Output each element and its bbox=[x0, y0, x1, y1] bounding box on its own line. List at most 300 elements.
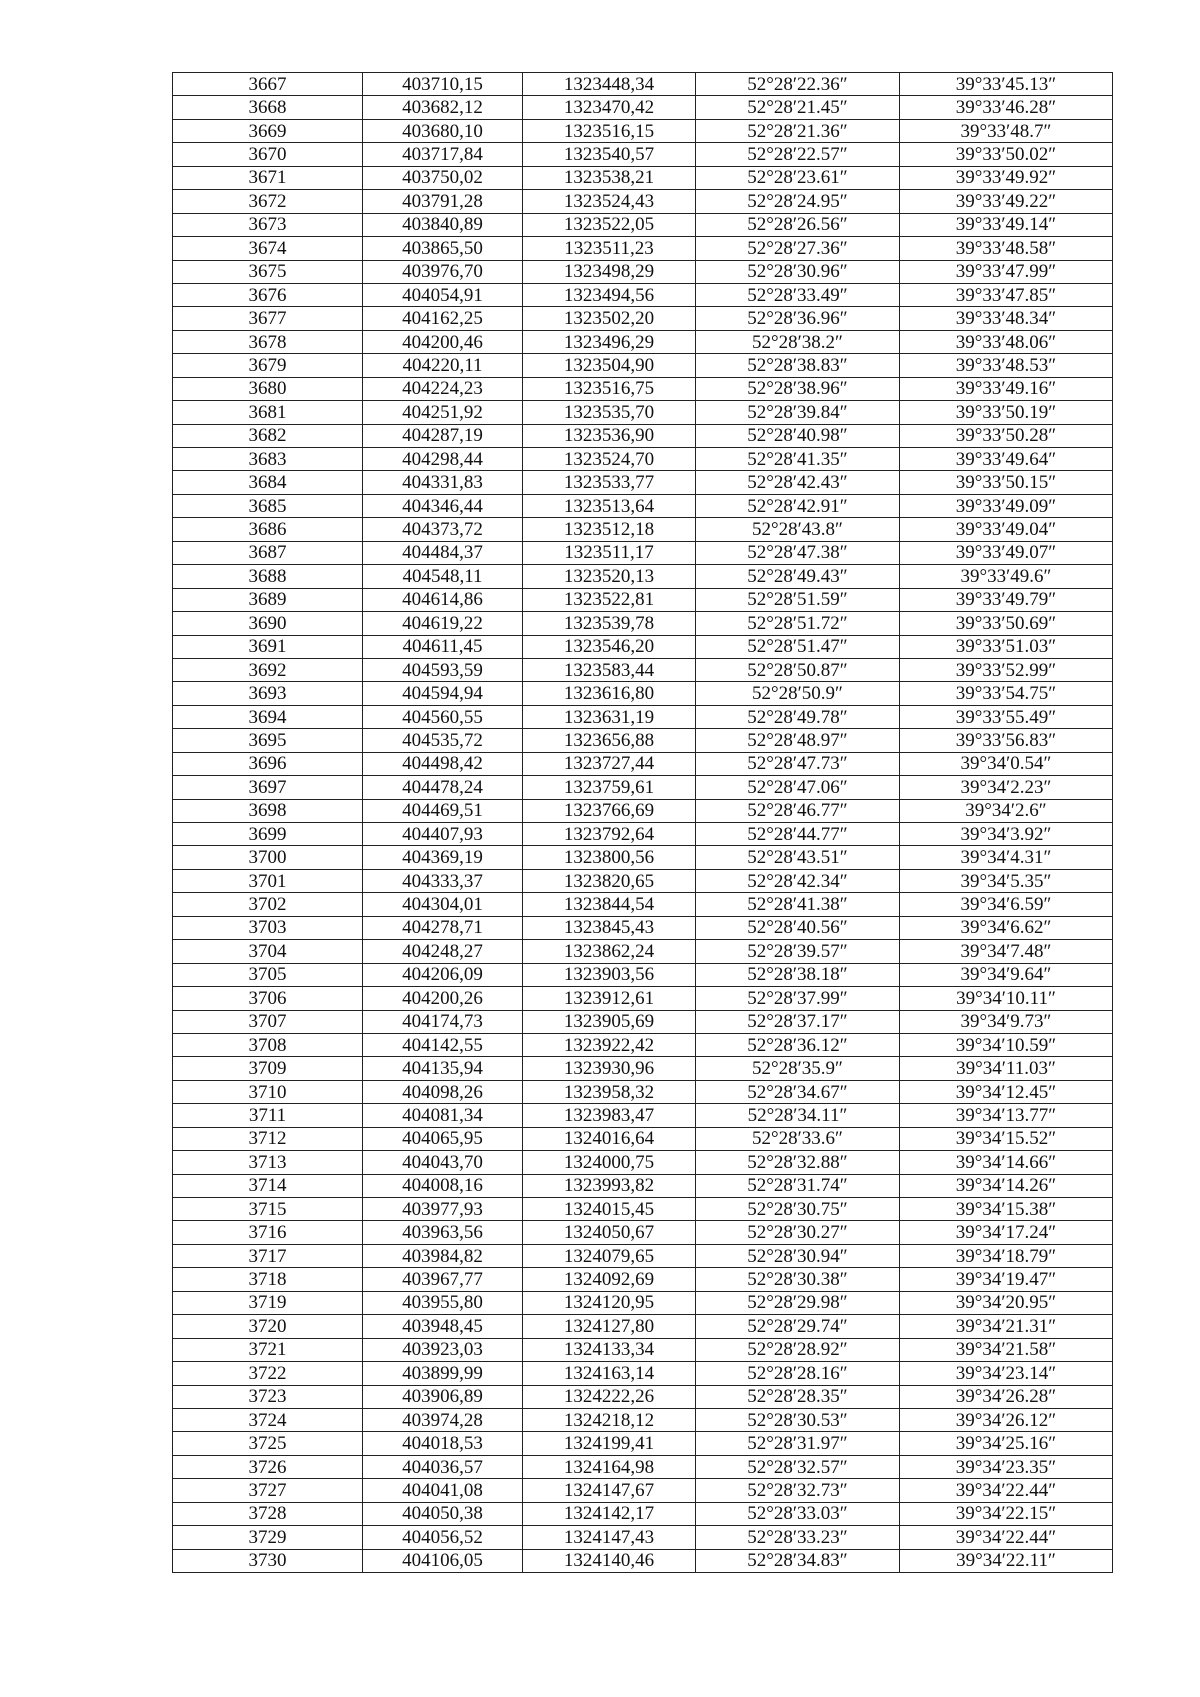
longitude-cell: 39°34′12.45″ bbox=[900, 1080, 1113, 1103]
y-coordinate-cell: 1323656,88 bbox=[523, 729, 696, 752]
table-row bbox=[173, 823, 1113, 846]
longitude-cell: 39°33′47.99″ bbox=[900, 260, 1113, 283]
point-number-cell: 3680 bbox=[173, 377, 363, 400]
point-number-cell: 3690 bbox=[173, 612, 363, 635]
x-coordinate-cell: 403682,12 bbox=[363, 96, 523, 119]
point-number-cell: 3684 bbox=[173, 471, 363, 494]
y-coordinate-cell: 1323759,61 bbox=[523, 776, 696, 799]
x-coordinate-cell: 404287,19 bbox=[363, 424, 523, 447]
table-row bbox=[173, 846, 1113, 869]
longitude-cell: 39°33′48.06″ bbox=[900, 330, 1113, 353]
x-coordinate-cell: 404373,72 bbox=[363, 518, 523, 541]
table-row bbox=[173, 1057, 1113, 1080]
point-number-cell: 3702 bbox=[173, 893, 363, 916]
table-row bbox=[173, 1432, 1113, 1455]
x-coordinate-cell: 404036,57 bbox=[363, 1455, 523, 1478]
y-coordinate-cell: 1323496,29 bbox=[523, 330, 696, 353]
longitude-cell: 39°34′26.28″ bbox=[900, 1385, 1113, 1408]
longitude-cell: 39°34′22.15″ bbox=[900, 1502, 1113, 1525]
point-number-cell: 3721 bbox=[173, 1338, 363, 1361]
x-coordinate-cell: 404560,55 bbox=[363, 705, 523, 728]
latitude-cell: 52°28′32.88″ bbox=[696, 1151, 900, 1174]
point-number-cell: 3672 bbox=[173, 190, 363, 213]
longitude-cell: 39°33′54.75″ bbox=[900, 682, 1113, 705]
table-row bbox=[173, 1455, 1113, 1478]
table-row bbox=[173, 1385, 1113, 1408]
y-coordinate-cell: 1323536,90 bbox=[523, 424, 696, 447]
longitude-cell: 39°34′23.35″ bbox=[900, 1455, 1113, 1478]
longitude-cell: 39°34′2.6″ bbox=[900, 799, 1113, 822]
point-number-cell: 3726 bbox=[173, 1455, 363, 1478]
latitude-cell: 52°28′26.56″ bbox=[696, 213, 900, 236]
x-coordinate-cell: 404041,08 bbox=[363, 1479, 523, 1502]
table-row bbox=[173, 588, 1113, 611]
x-coordinate-cell: 403977,93 bbox=[363, 1198, 523, 1221]
point-number-cell: 3719 bbox=[173, 1291, 363, 1314]
latitude-cell: 52°28′32.73″ bbox=[696, 1479, 900, 1502]
table-row bbox=[173, 1221, 1113, 1244]
point-number-cell: 3681 bbox=[173, 401, 363, 424]
latitude-cell: 52°28′33.23″ bbox=[696, 1526, 900, 1549]
table-row bbox=[173, 1080, 1113, 1103]
point-number-cell: 3727 bbox=[173, 1479, 363, 1502]
longitude-cell: 39°33′49.09″ bbox=[900, 494, 1113, 517]
point-number-cell: 3698 bbox=[173, 799, 363, 822]
latitude-cell: 52°28′47.38″ bbox=[696, 541, 900, 564]
longitude-cell: 39°33′49.92″ bbox=[900, 166, 1113, 189]
table-row bbox=[173, 1244, 1113, 1267]
point-number-cell: 3699 bbox=[173, 823, 363, 846]
longitude-cell: 39°33′52.99″ bbox=[900, 658, 1113, 681]
point-number-cell: 3675 bbox=[173, 260, 363, 283]
table-row bbox=[173, 1526, 1113, 1549]
x-coordinate-cell: 404174,73 bbox=[363, 1010, 523, 1033]
latitude-cell: 52°28′50.9″ bbox=[696, 682, 900, 705]
y-coordinate-cell: 1323502,20 bbox=[523, 307, 696, 330]
x-coordinate-cell: 404106,05 bbox=[363, 1549, 523, 1572]
latitude-cell: 52°28′37.99″ bbox=[696, 987, 900, 1010]
point-number-cell: 3725 bbox=[173, 1432, 363, 1455]
y-coordinate-cell: 1324164,98 bbox=[523, 1455, 696, 1478]
table-row bbox=[173, 518, 1113, 541]
table-row bbox=[173, 1151, 1113, 1174]
x-coordinate-cell: 404333,37 bbox=[363, 869, 523, 892]
longitude-cell: 39°34′4.31″ bbox=[900, 846, 1113, 869]
x-coordinate-cell: 404018,53 bbox=[363, 1432, 523, 1455]
point-number-cell: 3695 bbox=[173, 729, 363, 752]
latitude-cell: 52°28′28.92″ bbox=[696, 1338, 900, 1361]
x-coordinate-cell: 404331,83 bbox=[363, 471, 523, 494]
x-coordinate-cell: 403976,70 bbox=[363, 260, 523, 283]
latitude-cell: 52°28′22.36″ bbox=[696, 73, 900, 96]
latitude-cell: 52°28′23.61″ bbox=[696, 166, 900, 189]
longitude-cell: 39°34′20.95″ bbox=[900, 1291, 1113, 1314]
y-coordinate-cell: 1323538,21 bbox=[523, 166, 696, 189]
x-coordinate-cell: 404298,44 bbox=[363, 448, 523, 471]
table-row bbox=[173, 729, 1113, 752]
latitude-cell: 52°28′33.49″ bbox=[696, 283, 900, 306]
y-coordinate-cell: 1323535,70 bbox=[523, 401, 696, 424]
x-coordinate-cell: 403899,99 bbox=[363, 1362, 523, 1385]
point-number-cell: 3673 bbox=[173, 213, 363, 236]
x-coordinate-cell: 404346,44 bbox=[363, 494, 523, 517]
y-coordinate-cell: 1323930,96 bbox=[523, 1057, 696, 1080]
x-coordinate-cell: 404619,22 bbox=[363, 612, 523, 635]
latitude-cell: 52°28′40.98″ bbox=[696, 424, 900, 447]
point-number-cell: 3692 bbox=[173, 658, 363, 681]
x-coordinate-cell: 404278,71 bbox=[363, 916, 523, 939]
x-coordinate-cell: 404008,16 bbox=[363, 1174, 523, 1197]
y-coordinate-cell: 1323513,64 bbox=[523, 494, 696, 517]
point-number-cell: 3671 bbox=[173, 166, 363, 189]
y-coordinate-cell: 1323516,15 bbox=[523, 119, 696, 142]
y-coordinate-cell: 1323792,64 bbox=[523, 823, 696, 846]
table-row bbox=[173, 1033, 1113, 1056]
table-row bbox=[173, 143, 1113, 166]
x-coordinate-cell: 404478,24 bbox=[363, 776, 523, 799]
y-coordinate-cell: 1323524,43 bbox=[523, 190, 696, 213]
y-coordinate-cell: 1323516,75 bbox=[523, 377, 696, 400]
y-coordinate-cell: 1323844,54 bbox=[523, 893, 696, 916]
longitude-cell: 39°34′10.11″ bbox=[900, 987, 1113, 1010]
latitude-cell: 52°28′44.77″ bbox=[696, 823, 900, 846]
y-coordinate-cell: 1323498,29 bbox=[523, 260, 696, 283]
coordinates-table-body bbox=[173, 73, 1113, 1573]
longitude-cell: 39°34′17.24″ bbox=[900, 1221, 1113, 1244]
x-coordinate-cell: 404535,72 bbox=[363, 729, 523, 752]
table-row bbox=[173, 1174, 1113, 1197]
longitude-cell: 39°34′21.58″ bbox=[900, 1338, 1113, 1361]
y-coordinate-cell: 1324015,45 bbox=[523, 1198, 696, 1221]
table-row bbox=[173, 682, 1113, 705]
table-row bbox=[173, 401, 1113, 424]
table-row bbox=[173, 1362, 1113, 1385]
table-row bbox=[173, 377, 1113, 400]
point-number-cell: 3685 bbox=[173, 494, 363, 517]
x-coordinate-cell: 403680,10 bbox=[363, 119, 523, 142]
table-row bbox=[173, 893, 1113, 916]
x-coordinate-cell: 404043,70 bbox=[363, 1151, 523, 1174]
table-row bbox=[173, 307, 1113, 330]
y-coordinate-cell: 1323522,81 bbox=[523, 588, 696, 611]
longitude-cell: 39°34′9.64″ bbox=[900, 963, 1113, 986]
latitude-cell: 52°28′30.27″ bbox=[696, 1221, 900, 1244]
y-coordinate-cell: 1324133,34 bbox=[523, 1338, 696, 1361]
longitude-cell: 39°34′23.14″ bbox=[900, 1362, 1113, 1385]
point-number-cell: 3687 bbox=[173, 541, 363, 564]
y-coordinate-cell: 1324147,43 bbox=[523, 1526, 696, 1549]
point-number-cell: 3683 bbox=[173, 448, 363, 471]
table-row bbox=[173, 776, 1113, 799]
x-coordinate-cell: 403963,56 bbox=[363, 1221, 523, 1244]
point-number-cell: 3703 bbox=[173, 916, 363, 939]
latitude-cell: 52°28′38.96″ bbox=[696, 377, 900, 400]
latitude-cell: 52°28′36.96″ bbox=[696, 307, 900, 330]
longitude-cell: 39°34′22.11″ bbox=[900, 1549, 1113, 1572]
latitude-cell: 52°28′41.35″ bbox=[696, 448, 900, 471]
longitude-cell: 39°33′49.64″ bbox=[900, 448, 1113, 471]
table-row bbox=[173, 612, 1113, 635]
point-number-cell: 3716 bbox=[173, 1221, 363, 1244]
latitude-cell: 52°28′41.38″ bbox=[696, 893, 900, 916]
x-coordinate-cell: 404200,46 bbox=[363, 330, 523, 353]
point-number-cell: 3667 bbox=[173, 73, 363, 96]
x-coordinate-cell: 403865,50 bbox=[363, 237, 523, 260]
longitude-cell: 39°34′0.54″ bbox=[900, 752, 1113, 775]
longitude-cell: 39°33′49.22″ bbox=[900, 190, 1113, 213]
latitude-cell: 52°28′34.83″ bbox=[696, 1549, 900, 1572]
longitude-cell: 39°34′2.23″ bbox=[900, 776, 1113, 799]
latitude-cell: 52°28′51.59″ bbox=[696, 588, 900, 611]
longitude-cell: 39°33′51.03″ bbox=[900, 635, 1113, 658]
point-number-cell: 3718 bbox=[173, 1268, 363, 1291]
longitude-cell: 39°34′14.26″ bbox=[900, 1174, 1113, 1197]
latitude-cell: 52°28′49.78″ bbox=[696, 705, 900, 728]
point-number-cell: 3679 bbox=[173, 354, 363, 377]
latitude-cell: 52°28′42.91″ bbox=[696, 494, 900, 517]
latitude-cell: 52°28′37.17″ bbox=[696, 1010, 900, 1033]
x-coordinate-cell: 404369,19 bbox=[363, 846, 523, 869]
latitude-cell: 52°28′31.74″ bbox=[696, 1174, 900, 1197]
y-coordinate-cell: 1323922,42 bbox=[523, 1033, 696, 1056]
latitude-cell: 52°28′33.03″ bbox=[696, 1502, 900, 1525]
x-coordinate-cell: 404611,45 bbox=[363, 635, 523, 658]
point-number-cell: 3728 bbox=[173, 1502, 363, 1525]
point-number-cell: 3678 bbox=[173, 330, 363, 353]
x-coordinate-cell: 403967,77 bbox=[363, 1268, 523, 1291]
longitude-cell: 39°34′25.16″ bbox=[900, 1432, 1113, 1455]
x-coordinate-cell: 403923,03 bbox=[363, 1338, 523, 1361]
point-number-cell: 3696 bbox=[173, 752, 363, 775]
x-coordinate-cell: 403948,45 bbox=[363, 1315, 523, 1338]
y-coordinate-cell: 1324222,26 bbox=[523, 1385, 696, 1408]
x-coordinate-cell: 404065,95 bbox=[363, 1127, 523, 1150]
table-row bbox=[173, 96, 1113, 119]
x-coordinate-cell: 404162,25 bbox=[363, 307, 523, 330]
latitude-cell: 52°28′24.95″ bbox=[696, 190, 900, 213]
x-coordinate-cell: 403955,80 bbox=[363, 1291, 523, 1314]
point-number-cell: 3707 bbox=[173, 1010, 363, 1033]
table-row bbox=[173, 1291, 1113, 1314]
y-coordinate-cell: 1324016,64 bbox=[523, 1127, 696, 1150]
y-coordinate-cell: 1323912,61 bbox=[523, 987, 696, 1010]
longitude-cell: 39°33′48.58″ bbox=[900, 237, 1113, 260]
point-number-cell: 3674 bbox=[173, 237, 363, 260]
longitude-cell: 39°33′49.6″ bbox=[900, 565, 1113, 588]
latitude-cell: 52°28′30.53″ bbox=[696, 1408, 900, 1431]
table-row bbox=[173, 1104, 1113, 1127]
latitude-cell: 52°28′21.45″ bbox=[696, 96, 900, 119]
y-coordinate-cell: 1323862,24 bbox=[523, 940, 696, 963]
y-coordinate-cell: 1323511,17 bbox=[523, 541, 696, 564]
point-number-cell: 3700 bbox=[173, 846, 363, 869]
latitude-cell: 52°28′42.43″ bbox=[696, 471, 900, 494]
point-number-cell: 3714 bbox=[173, 1174, 363, 1197]
latitude-cell: 52°28′30.94″ bbox=[696, 1244, 900, 1267]
x-coordinate-cell: 404054,91 bbox=[363, 283, 523, 306]
y-coordinate-cell: 1324092,69 bbox=[523, 1268, 696, 1291]
longitude-cell: 39°34′5.35″ bbox=[900, 869, 1113, 892]
y-coordinate-cell: 1324000,75 bbox=[523, 1151, 696, 1174]
latitude-cell: 52°28′39.84″ bbox=[696, 401, 900, 424]
latitude-cell: 52°28′38.83″ bbox=[696, 354, 900, 377]
x-coordinate-cell: 403840,89 bbox=[363, 213, 523, 236]
y-coordinate-cell: 1324163,14 bbox=[523, 1362, 696, 1385]
table-row bbox=[173, 494, 1113, 517]
y-coordinate-cell: 1323766,69 bbox=[523, 799, 696, 822]
latitude-cell: 52°28′42.34″ bbox=[696, 869, 900, 892]
point-number-cell: 3729 bbox=[173, 1526, 363, 1549]
latitude-cell: 52°28′46.77″ bbox=[696, 799, 900, 822]
latitude-cell: 52°28′36.12″ bbox=[696, 1033, 900, 1056]
point-number-cell: 3722 bbox=[173, 1362, 363, 1385]
x-coordinate-cell: 403791,28 bbox=[363, 190, 523, 213]
point-number-cell: 3715 bbox=[173, 1198, 363, 1221]
y-coordinate-cell: 1323983,47 bbox=[523, 1104, 696, 1127]
point-number-cell: 3704 bbox=[173, 940, 363, 963]
latitude-cell: 52°28′49.43″ bbox=[696, 565, 900, 588]
longitude-cell: 39°34′7.48″ bbox=[900, 940, 1113, 963]
longitude-cell: 39°34′13.77″ bbox=[900, 1104, 1113, 1127]
x-coordinate-cell: 403984,82 bbox=[363, 1244, 523, 1267]
y-coordinate-cell: 1323512,18 bbox=[523, 518, 696, 541]
longitude-cell: 39°34′21.31″ bbox=[900, 1315, 1113, 1338]
point-number-cell: 3689 bbox=[173, 588, 363, 611]
longitude-cell: 39°34′15.52″ bbox=[900, 1127, 1113, 1150]
y-coordinate-cell: 1323504,90 bbox=[523, 354, 696, 377]
longitude-cell: 39°34′26.12″ bbox=[900, 1408, 1113, 1431]
y-coordinate-cell: 1324120,95 bbox=[523, 1291, 696, 1314]
point-number-cell: 3709 bbox=[173, 1057, 363, 1080]
latitude-cell: 52°28′32.57″ bbox=[696, 1455, 900, 1478]
latitude-cell: 52°28′34.67″ bbox=[696, 1080, 900, 1103]
table-row bbox=[173, 330, 1113, 353]
y-coordinate-cell: 1323800,56 bbox=[523, 846, 696, 869]
point-number-cell: 3697 bbox=[173, 776, 363, 799]
table-row bbox=[173, 658, 1113, 681]
x-coordinate-cell: 404142,55 bbox=[363, 1033, 523, 1056]
longitude-cell: 39°33′46.28″ bbox=[900, 96, 1113, 119]
latitude-cell: 52°28′30.96″ bbox=[696, 260, 900, 283]
x-coordinate-cell: 404224,23 bbox=[363, 377, 523, 400]
longitude-cell: 39°33′48.53″ bbox=[900, 354, 1113, 377]
longitude-cell: 39°34′6.62″ bbox=[900, 916, 1113, 939]
longitude-cell: 39°34′22.44″ bbox=[900, 1479, 1113, 1502]
point-number-cell: 3688 bbox=[173, 565, 363, 588]
table-row bbox=[173, 1479, 1113, 1502]
latitude-cell: 52°28′43.8″ bbox=[696, 518, 900, 541]
x-coordinate-cell: 404469,51 bbox=[363, 799, 523, 822]
longitude-cell: 39°33′50.15″ bbox=[900, 471, 1113, 494]
y-coordinate-cell: 1323494,56 bbox=[523, 283, 696, 306]
point-number-cell: 3691 bbox=[173, 635, 363, 658]
table-row bbox=[173, 119, 1113, 142]
longitude-cell: 39°33′56.83″ bbox=[900, 729, 1113, 752]
longitude-cell: 39°33′50.02″ bbox=[900, 143, 1113, 166]
latitude-cell: 52°28′28.16″ bbox=[696, 1362, 900, 1385]
point-number-cell: 3711 bbox=[173, 1104, 363, 1127]
table-row bbox=[173, 166, 1113, 189]
table-row bbox=[173, 565, 1113, 588]
longitude-cell: 39°33′47.85″ bbox=[900, 283, 1113, 306]
latitude-cell: 52°28′48.97″ bbox=[696, 729, 900, 752]
y-coordinate-cell: 1323546,20 bbox=[523, 635, 696, 658]
table-row bbox=[173, 752, 1113, 775]
table-row bbox=[173, 799, 1113, 822]
table-row bbox=[173, 1408, 1113, 1431]
x-coordinate-cell: 404593,59 bbox=[363, 658, 523, 681]
table-row bbox=[173, 963, 1113, 986]
point-number-cell: 3708 bbox=[173, 1033, 363, 1056]
x-coordinate-cell: 404484,37 bbox=[363, 541, 523, 564]
x-coordinate-cell: 404050,38 bbox=[363, 1502, 523, 1525]
point-number-cell: 3712 bbox=[173, 1127, 363, 1150]
point-number-cell: 3693 bbox=[173, 682, 363, 705]
x-coordinate-cell: 403906,89 bbox=[363, 1385, 523, 1408]
table-row bbox=[173, 541, 1113, 564]
point-number-cell: 3730 bbox=[173, 1549, 363, 1572]
y-coordinate-cell: 1323583,44 bbox=[523, 658, 696, 681]
longitude-cell: 39°33′49.04″ bbox=[900, 518, 1113, 541]
longitude-cell: 39°33′50.28″ bbox=[900, 424, 1113, 447]
y-coordinate-cell: 1323993,82 bbox=[523, 1174, 696, 1197]
y-coordinate-cell: 1324140,46 bbox=[523, 1549, 696, 1572]
y-coordinate-cell: 1323533,77 bbox=[523, 471, 696, 494]
table-row bbox=[173, 190, 1113, 213]
point-number-cell: 3723 bbox=[173, 1385, 363, 1408]
latitude-cell: 52°28′40.56″ bbox=[696, 916, 900, 939]
x-coordinate-cell: 404407,93 bbox=[363, 823, 523, 846]
longitude-cell: 39°34′10.59″ bbox=[900, 1033, 1113, 1056]
table-row bbox=[173, 869, 1113, 892]
y-coordinate-cell: 1323958,32 bbox=[523, 1080, 696, 1103]
x-coordinate-cell: 404081,34 bbox=[363, 1104, 523, 1127]
x-coordinate-cell: 404220,11 bbox=[363, 354, 523, 377]
x-coordinate-cell: 403750,02 bbox=[363, 166, 523, 189]
longitude-cell: 39°33′48.7″ bbox=[900, 119, 1113, 142]
table-row bbox=[173, 354, 1113, 377]
latitude-cell: 52°28′30.75″ bbox=[696, 1198, 900, 1221]
point-number-cell: 3717 bbox=[173, 1244, 363, 1267]
point-number-cell: 3670 bbox=[173, 143, 363, 166]
y-coordinate-cell: 1324147,67 bbox=[523, 1479, 696, 1502]
longitude-cell: 39°33′49.16″ bbox=[900, 377, 1113, 400]
table-row bbox=[173, 424, 1113, 447]
point-number-cell: 3682 bbox=[173, 424, 363, 447]
table-row bbox=[173, 260, 1113, 283]
table-row bbox=[173, 635, 1113, 658]
latitude-cell: 52°28′50.87″ bbox=[696, 658, 900, 681]
latitude-cell: 52°28′47.06″ bbox=[696, 776, 900, 799]
table-row bbox=[173, 1268, 1113, 1291]
longitude-cell: 39°34′11.03″ bbox=[900, 1057, 1113, 1080]
y-coordinate-cell: 1323524,70 bbox=[523, 448, 696, 471]
table-row bbox=[173, 1338, 1113, 1361]
x-coordinate-cell: 404548,11 bbox=[363, 565, 523, 588]
longitude-cell: 39°33′45.13″ bbox=[900, 73, 1113, 96]
point-number-cell: 3705 bbox=[173, 963, 363, 986]
longitude-cell: 39°34′15.38″ bbox=[900, 1198, 1113, 1221]
x-coordinate-cell: 403710,15 bbox=[363, 73, 523, 96]
table-row bbox=[173, 987, 1113, 1010]
point-number-cell: 3686 bbox=[173, 518, 363, 541]
y-coordinate-cell: 1323511,23 bbox=[523, 237, 696, 260]
point-number-cell: 3694 bbox=[173, 705, 363, 728]
latitude-cell: 52°28′51.47″ bbox=[696, 635, 900, 658]
table-row bbox=[173, 1127, 1113, 1150]
table-row bbox=[173, 237, 1113, 260]
latitude-cell: 52°28′34.11″ bbox=[696, 1104, 900, 1127]
